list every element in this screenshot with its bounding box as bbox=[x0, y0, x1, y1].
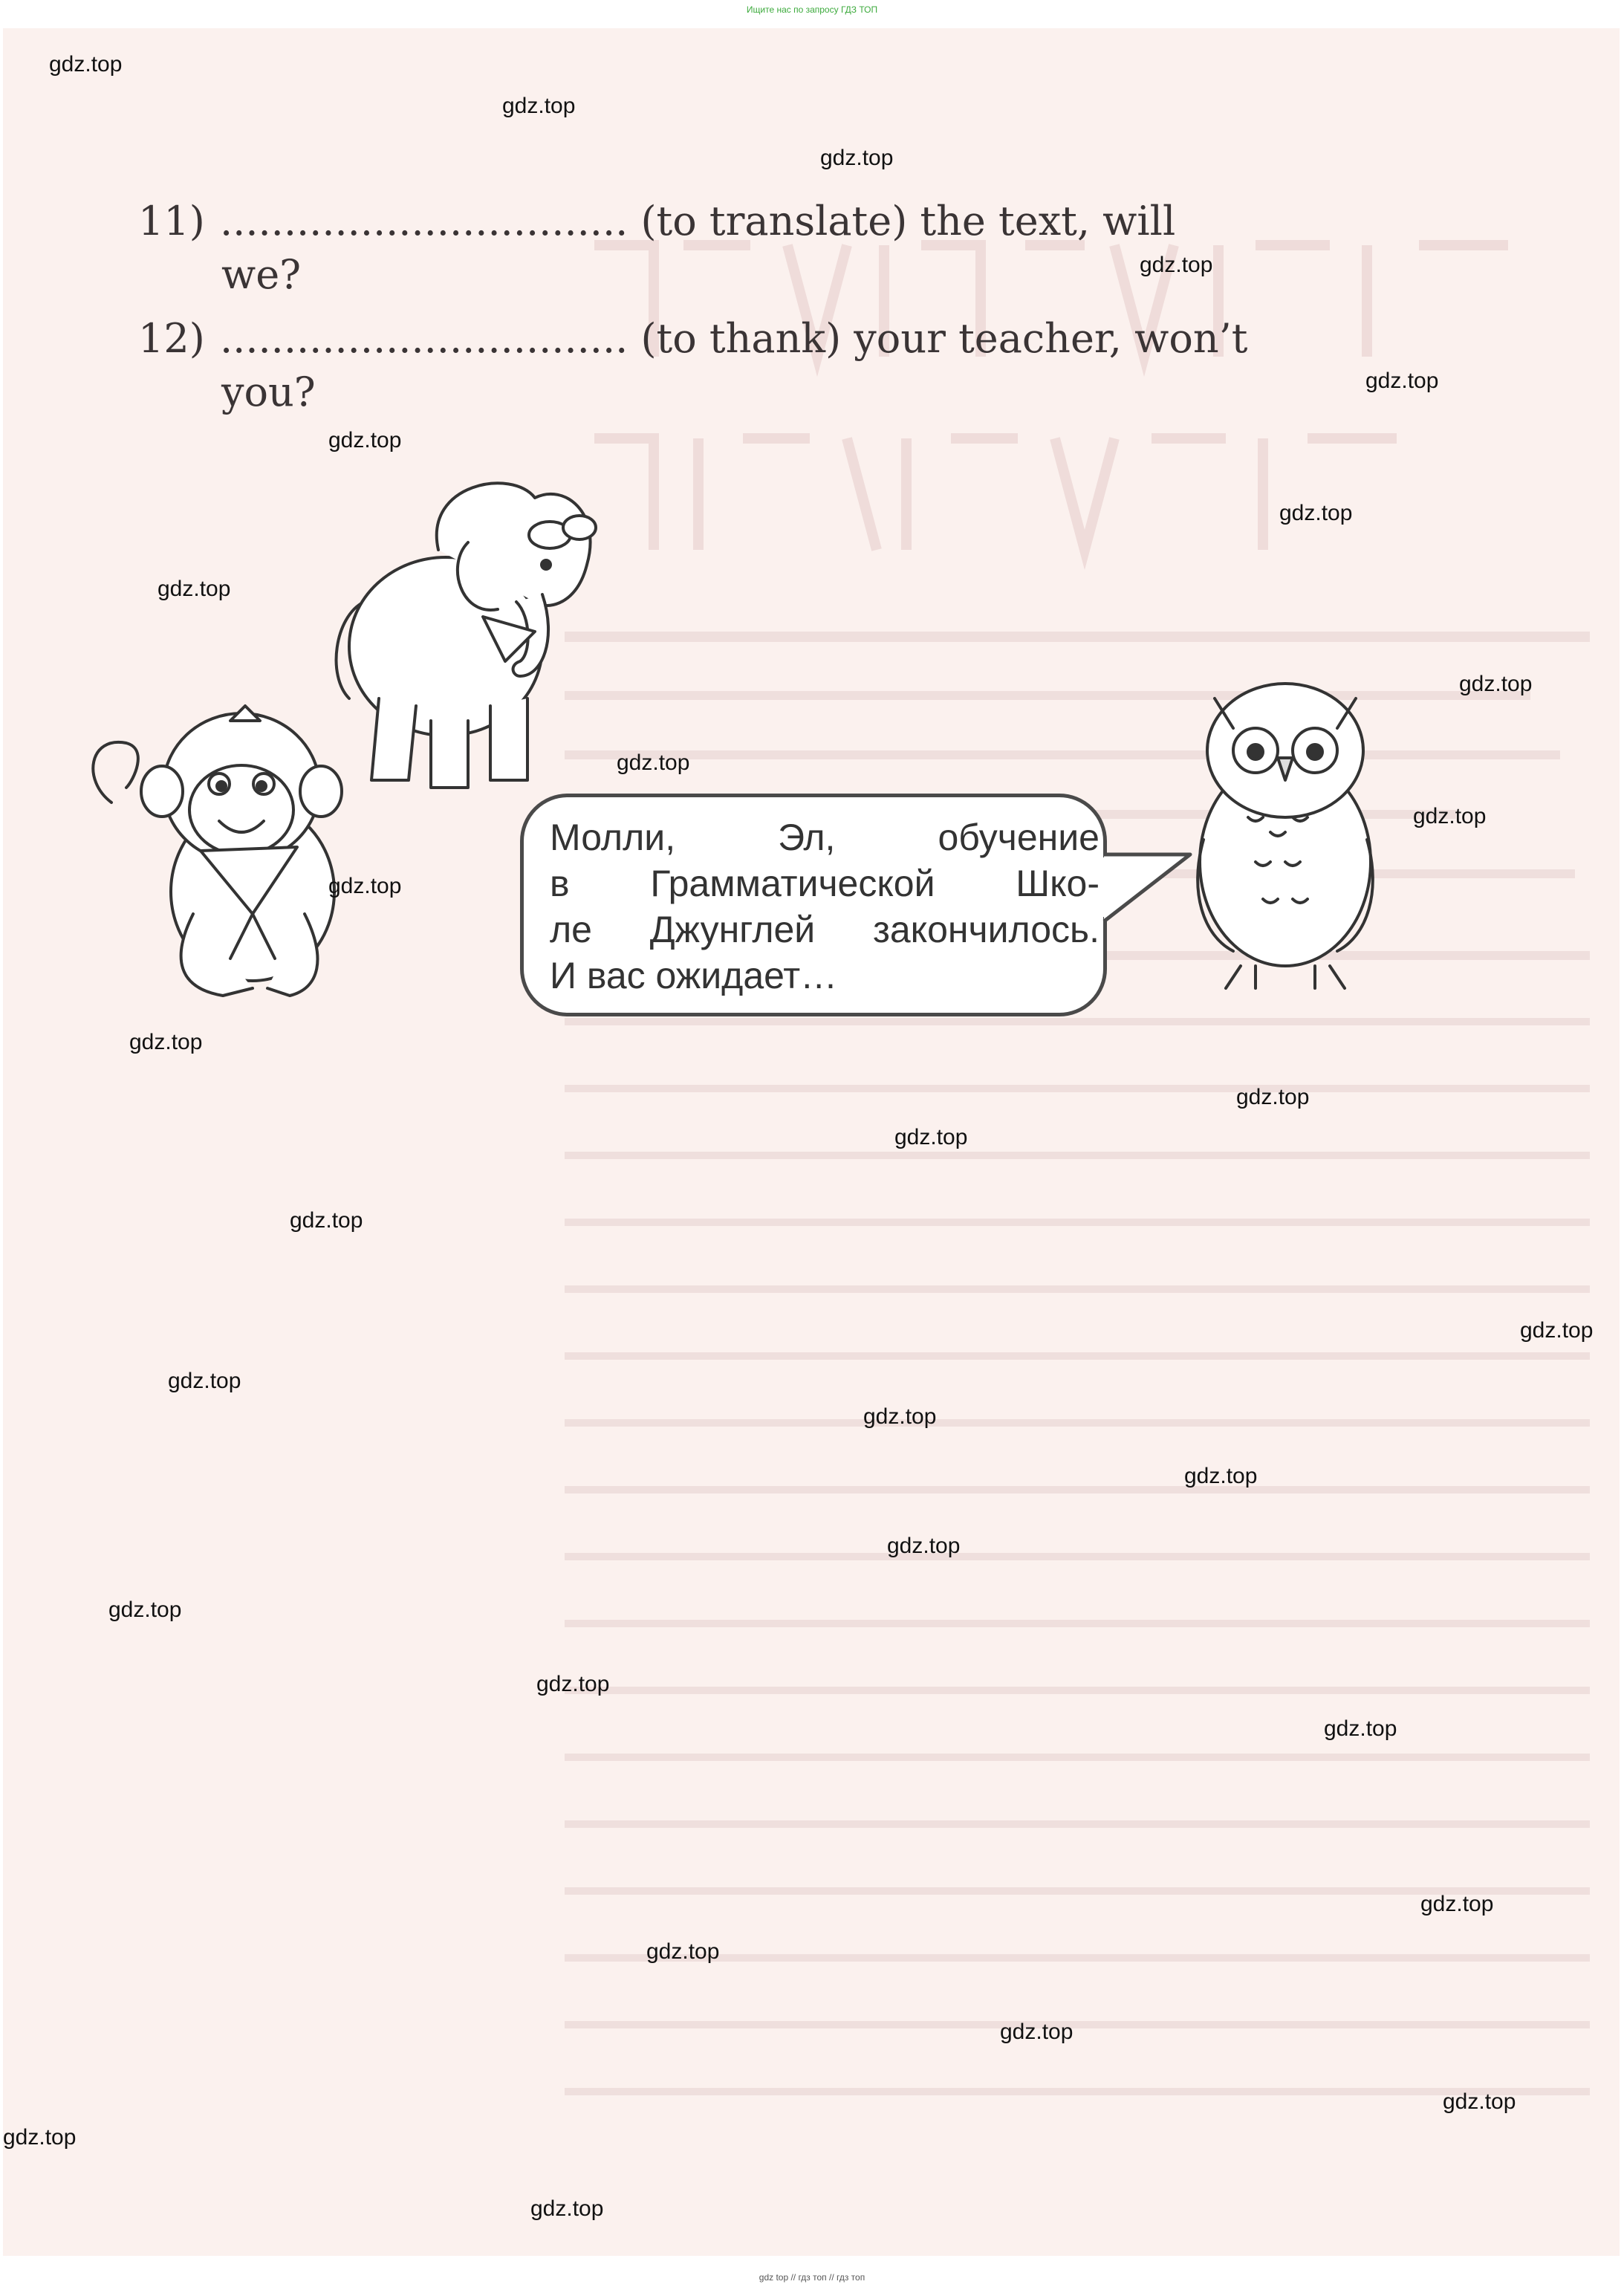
watermark: gdz.top bbox=[1000, 2020, 1074, 2044]
watermark: gdz.top bbox=[502, 94, 576, 118]
speech-line: ле Джунглей закончилось. bbox=[550, 909, 1100, 950]
watermark: gdz.top bbox=[157, 577, 231, 601]
exercise-number: 11) bbox=[138, 198, 205, 244]
watermark: gdz.top bbox=[894, 1125, 968, 1149]
watermark: gdz.top bbox=[820, 146, 894, 170]
watermark: gdz.top bbox=[887, 1534, 961, 1558]
watermark: gdz.top bbox=[108, 1598, 182, 1622]
speech-bubble-text bbox=[550, 814, 1100, 999]
watermark: gdz.top bbox=[1520, 1318, 1594, 1343]
watermark: gdz.top bbox=[3, 2125, 77, 2150]
watermark: gdz.top bbox=[1324, 1716, 1397, 1741]
watermark: gdz.top bbox=[863, 1404, 937, 1429]
watermark: gdz.top bbox=[1279, 501, 1353, 525]
watermark: gdz.top bbox=[1184, 1464, 1258, 1488]
speech-bubble-tail bbox=[1101, 847, 1198, 929]
watermark: gdz.top bbox=[1420, 1892, 1494, 1916]
speech-line: Молли, Эл, обучение bbox=[550, 817, 1100, 858]
watermark: gdz.top bbox=[617, 750, 690, 775]
watermark: gdz.top bbox=[646, 1939, 720, 1964]
exercise-text-continued: you? bbox=[221, 369, 316, 415]
exercise-text: ................................ (to translate) the text, will bbox=[220, 198, 1176, 244]
watermark: gdz.top bbox=[1459, 672, 1533, 696]
watermark: gdz.top bbox=[536, 1672, 610, 1696]
watermark: gdz.top bbox=[1236, 1085, 1310, 1109]
watermark: gdz.top bbox=[49, 52, 123, 77]
watermark: gdz.top bbox=[1140, 253, 1213, 277]
owl-illustration bbox=[1174, 669, 1419, 996]
elephant-illustration bbox=[319, 453, 617, 802]
exercise-text-continued: we? bbox=[221, 251, 302, 298]
watermark: gdz.top bbox=[328, 428, 402, 453]
watermark: gdz.top bbox=[290, 1208, 363, 1233]
watermark: gdz.top bbox=[328, 874, 402, 898]
speech-line: в Грамматической Шко- bbox=[550, 863, 1100, 904]
reverse-page-shadow bbox=[565, 201, 1620, 2132]
top-banner[interactable]: Ищите нас по запросу ГДЗ ТОП bbox=[746, 4, 878, 15]
watermark: gdz.top bbox=[168, 1369, 241, 1393]
watermark: gdz.top bbox=[1443, 2089, 1516, 2114]
exercise-11 bbox=[138, 195, 1431, 302]
exercise-text: ................................ (to thank) your teacher, won’t bbox=[220, 315, 1248, 362]
bottom-banner[interactable]: gdz top // гдз топ // гдз топ bbox=[759, 2272, 865, 2283]
watermark: gdz.top bbox=[1365, 369, 1439, 393]
watermark: gdz.top bbox=[129, 1030, 203, 1054]
speech-line: И вас ожидает… bbox=[550, 955, 838, 996]
exercise-12 bbox=[138, 312, 1431, 419]
watermark: gdz.top bbox=[1413, 804, 1487, 828]
watermark: gdz.top bbox=[530, 2196, 604, 2221]
exercise-number: 12) bbox=[138, 315, 205, 362]
